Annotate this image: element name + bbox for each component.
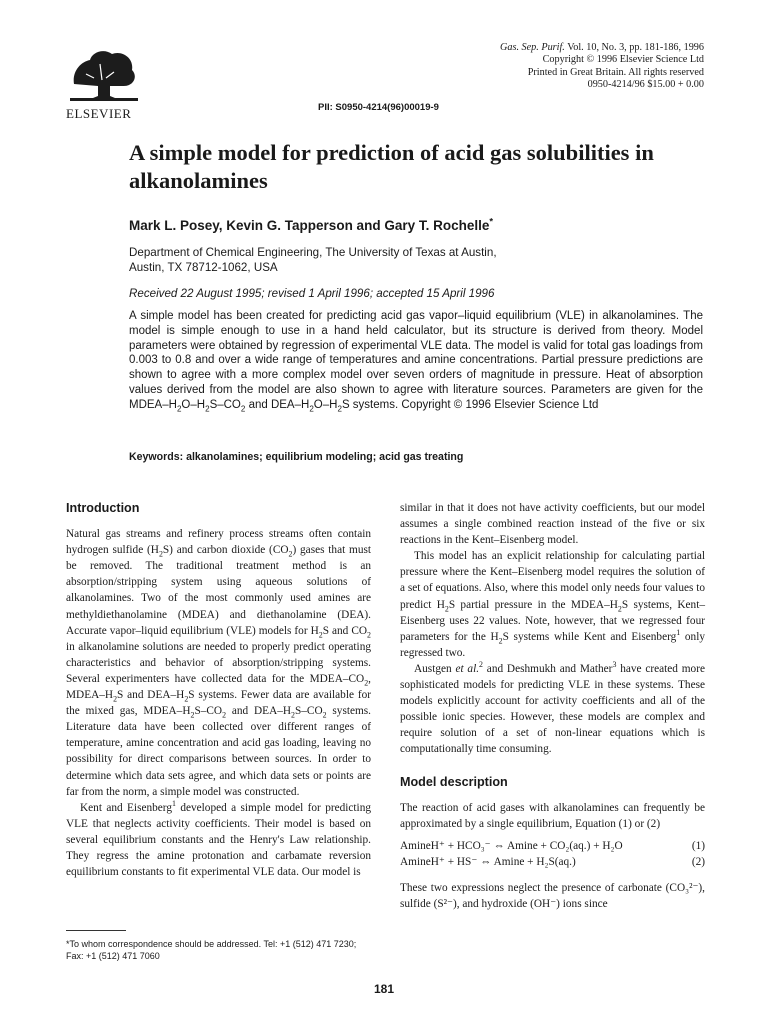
right-paragraph-2: This model has an explicit relationship for calculating partial pressure where the Kent–Eisenberg model requires the solution of a set of equations. Also, where this model only needs four values to predict $H_2S$ partial pressure in the MDEA–$H_2S$ systems, Kent–Eisenberg uses 22 values. Note, however, that we regressed four parameters for the $H_2S$ systems while Kent and Eisenberg$^1$ only regressed two. [400, 550, 705, 659]
affiliation-line-2: Austin, TX 78712-1062, USA [129, 261, 278, 274]
elsevier-tree-logo-icon [66, 44, 142, 102]
equation-2-text: AmineH⁺ + HS⁻ ⇔ Amine + H₂S(aq.) [400, 855, 576, 868]
intro-paragraph-2: Kent and Eisenberg$^1$ developed a simple model for predicting VLE that neglects activity coefficients. Their model is based on several equilibrium constants and the Henry's Law relationship. They regress the amine protonation and carbamate reversion equilibrium constants to fit experimental VLE data. Our model is [66, 798, 371, 879]
section-heading-model-description: Model description [400, 774, 508, 789]
received-dates: Received 22 August 1995; revised 1 April 1996; accepted 15 April 1996 [129, 287, 495, 300]
issn-price-line: 0950-4214/96 $15.00 + 0.00 [587, 79, 704, 91]
copyright-line: Copyright © 1996 Elsevier Science Ltd [542, 54, 704, 66]
equation-2 [400, 854, 705, 870]
section-heading-introduction: Introduction [66, 501, 140, 515]
journal-name: Gas. Sep. Purif. [500, 42, 565, 53]
publisher-logo [66, 44, 146, 107]
equation-2-number: (2) [691, 855, 705, 868]
equation-1-text: AmineH⁺ + HCO₃⁻ ⇔ Amine + CO₂(aq.) + H₂O [400, 839, 623, 852]
publisher-name: ELSEVIER [66, 106, 132, 121]
keywords: Keywords: alkanolamines; equilibrium modeling; acid gas treating [129, 451, 464, 463]
corresponding-mark: * [489, 216, 494, 228]
footnote-rule [66, 930, 126, 931]
journal-citation [384, 42, 704, 92]
right-paragraph-3: Austgen et al.$^2$ and Deshmukh and Mather$^3$ have created more sophisticated models for predicting VLE in these systems. These models explicitly account for activity coefficients and all of the possible ionic species. However, these models are complex and require solution of a set of non-linear equations which is computationally time consuming. [400, 660, 705, 756]
journal-volume: Vol. 10, No. 3, pp. 181-186, 1996 [564, 42, 704, 53]
authors-text: Mark L. Posey, Kevin G. Tapperson and Gary T. Rochelle [129, 218, 490, 233]
footnote: *To whom correspondence should be addressed. Tel: +1 (512) 471 7230; Fax: +1 (512) 471 7060 [66, 939, 357, 962]
right-column [400, 500, 705, 912]
article-title: A simple model for prediction of acid gas solubilities in alkanolamines [129, 140, 654, 193]
equation-1 [400, 838, 705, 854]
left-column [66, 500, 371, 880]
affiliation [129, 245, 689, 275]
printed-line: Printed in Great Britain. All rights reserved [527, 66, 704, 78]
author-list [129, 218, 493, 233]
model-paragraph-1: The reaction of acid gases with alkanolamines can frequently be approximated by a single equilibrium, Equation (1) or (2) [400, 801, 705, 830]
intro-paragraph-1: Natural gas streams and refinery process streams often contain hydrogen sulfide $(H_2S)$ and carbon dioxide $(CO_2)$ gases that must be removed. The traditional treatment method is an absorption/stripping system using aqueous solutions of alkanolamines. Two of the most commonly used amines are methyldiethanolamine (MDEA) and diethanolamine (DEA). Accurate vapor–liquid equilibrium (VLE) models for $H_2S$ and $CO_2$ in alkanolamine solutions are needed to properly predict operating characteristics and behavior of absorption/stripping systems. Several experimenters have collected data for the MDEA–$CO_2$, MDEA–$H_2S$ and DEA–$H_2S$ systems. Fewer data are available for the mixed gas, MDEA–$H_2S-CO_2$ and DEA–$H_2S-CO_2$ systems. Literature data have been collected over different ranges of temperature, amine concentration and acid gas loading, leaving no possibility for direct comparisons between sources. In order to determine which data sets agree, and which data sets or points are far from the norm, a simple model was constructed. [66, 528, 371, 798]
model-paragraph-2: These two expressions neglect the presence of carbonate (CO₃²⁻), sulfide (S²⁻), and hydroxide (OH⁻) ions since [400, 881, 705, 911]
page-number: 181 [373, 982, 395, 996]
right-paragraph-1: similar in that it does not have activity coefficients, but our model assumes a single combined reaction instead of the five or six reactions in the Kent–Eisenberg model. [400, 502, 705, 547]
abstract: A simple model has been created for predicting acid gas vapor–liquid equilibrium (VLE) in alkanolamines. The model is simple enough to use in a hand held calculator, but its structure is derived from theory. Model parameters were obtained by regression of experimental VLE data. The model is valid for total gas loadings from 0.003 to 0.8 and over a wide range of temperatures and amine concentrations. Partial pressure predictions are shown to agree with a more complex model over seven orders of magnitude in pressure. Heat of absorption values derived from the model are also shown to agree with literature sources. Parameters are given for the MDEA–$H_2O-H_2S-CO_2$ and DEA–$H_2O-H_2S$ systems. Copyright © 1996 Elsevier Science Ltd [129, 310, 703, 414]
affiliation-line-1: Department of Chemical Engineering, The University of Texas at Austin, [129, 246, 497, 259]
pii-identifier: PII: S0950-4214(96)00019-9 [318, 102, 439, 113]
equation-1-number: (1) [691, 839, 705, 852]
